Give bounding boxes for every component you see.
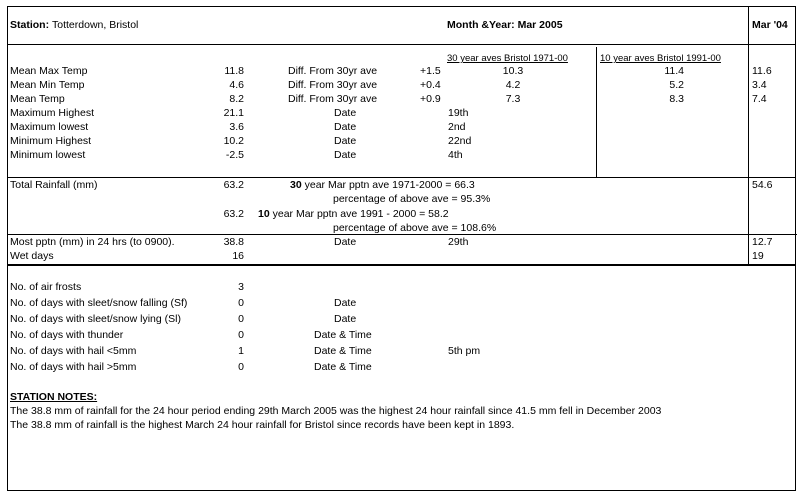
rainfall-pct10: percentage of above ave = 108.6% [333, 222, 497, 234]
temp-prev-mean-max: 11.6 [752, 65, 772, 77]
temp-prev-mean-min: 3.4 [752, 79, 767, 91]
temp-desc-mean: Diff. From 30yr ave [288, 93, 378, 105]
temp-ave10-mean: 8.3 [669, 93, 684, 105]
count-label-sleet-falling: No. of days with sleet/snow falling (Sf) [10, 297, 188, 309]
station-notes-line-2: The 38.8 mm of rainfall is the highest March 24 hour rainfall for Bristol since records have been kept in 1893. [10, 419, 515, 431]
rainfall-value: 63.2 [223, 179, 244, 191]
temp-ave10-mean-max: 11.4 [664, 65, 684, 77]
aves-30yr-header: 30 year aves Bristol 1971-00 [447, 53, 568, 64]
section-divider [7, 264, 796, 266]
wet-days-prev: 19 [752, 250, 764, 262]
count-value-thunder: 0 [238, 329, 244, 341]
rainfall-ave30-years: 30 [290, 179, 302, 191]
count-desc-hail-small: Date & Time [314, 345, 372, 357]
border-top [7, 6, 796, 7]
count-value-hail-small: 1 [238, 345, 244, 357]
extreme-label-min-lowest: Minimum lowest [10, 149, 86, 161]
rainfall-label: Total Rainfall (mm) [10, 179, 98, 191]
station-name: Totterdown, Bristol [52, 19, 139, 31]
temp-diff-mean-max: +1.5 [420, 65, 441, 77]
temp-value-mean-min: 4.6 [229, 79, 244, 91]
rainfall-pct30: percentage of above ave = 95.3% [333, 193, 491, 205]
count-desc-thunder: Date & Time [314, 329, 372, 341]
extreme-date-max-lowest: 2nd [448, 121, 466, 133]
most-pptn-label: Most pptn (mm) in 24 hrs (to 0900). [10, 236, 175, 248]
count-desc-sleet-falling: Date [334, 297, 357, 309]
station-label: Station: [10, 19, 50, 31]
prev-year-header: Mar '04 [752, 19, 788, 31]
extreme-label-min-highest: Minimum Highest [10, 135, 92, 147]
most-pptn-date: 29th [448, 236, 469, 248]
temp-desc-mean-max: Diff. From 30yr ave [288, 65, 378, 77]
aves-column-divider [596, 47, 597, 177]
temp-value-mean-max: 11.8 [224, 65, 244, 77]
count-label-thunder: No. of days with thunder [10, 329, 124, 341]
extreme-value-min-highest: 10.2 [223, 135, 244, 147]
most-pptn-prev: 12.7 [752, 236, 773, 248]
count-label-air-frosts: No. of air frosts [10, 281, 82, 293]
temp-ave10-mean-min: 5.2 [669, 79, 684, 91]
extreme-date-max-highest: 19th [448, 107, 469, 119]
temp-desc-mean-min: Diff. From 30yr ave [288, 79, 378, 91]
extreme-desc-max-lowest: Date [334, 121, 357, 133]
count-label-hail-large: No. of days with hail >5mm [10, 361, 137, 373]
count-label-hail-small: No. of days with hail <5mm [10, 345, 137, 357]
count-desc-sleet-lying: Date [334, 313, 357, 325]
extreme-desc-min-lowest: Date [334, 149, 357, 161]
header-divider [7, 44, 796, 45]
extreme-label-max-highest: Maximum Highest [10, 107, 95, 119]
rainfall-value-2: 63.2 [223, 208, 244, 220]
border-right [795, 6, 796, 491]
count-extra-hail-small: 5th pm [448, 345, 481, 357]
count-value-sleet-falling: 0 [238, 297, 244, 309]
border-left [7, 6, 8, 491]
month-year: Month &Year: Mar 2005 [447, 19, 563, 31]
extreme-value-max-highest: 21.1 [223, 107, 244, 119]
aves-10yr-header: 10 year aves Bristol 1991-00 [600, 53, 721, 64]
station-notes-heading: STATION NOTES: [10, 391, 98, 403]
temp-label-mean: Mean Temp [10, 93, 65, 105]
border-bottom [7, 490, 796, 491]
temp-label-mean-max: Mean Max Temp [10, 65, 88, 77]
rainfall-ave10 [258, 208, 449, 221]
station-title [10, 19, 138, 32]
count-value-sleet-lying: 0 [238, 313, 244, 325]
most-pptn-desc: Date [334, 236, 357, 248]
rainfall-ave10-years: 10 [258, 208, 270, 220]
extreme-desc-max-highest: Date [334, 107, 357, 119]
count-value-hail-large: 0 [238, 361, 244, 373]
extreme-label-max-lowest: Maximum lowest [10, 121, 89, 133]
rainfall-ave30 [290, 179, 475, 192]
extreme-date-min-lowest: 4th [448, 149, 463, 161]
most-pptn-value: 38.8 [223, 236, 244, 248]
temp-ave30-mean-max: 10.3 [502, 65, 524, 77]
extreme-desc-min-highest: Date [334, 135, 357, 147]
temp-label-mean-min: Mean Min Temp [10, 79, 85, 91]
extreme-date-min-highest: 22nd [448, 135, 472, 147]
wet-days-label: Wet days [10, 250, 54, 262]
rainfall-divider [7, 177, 796, 178]
temp-prev-mean: 7.4 [752, 93, 767, 105]
count-desc-hail-large: Date & Time [314, 361, 372, 373]
extreme-value-max-lowest: 3.6 [229, 121, 244, 133]
rainfall-ave30-text: year Mar pptn ave 1971-2000 = 66.3 [301, 179, 475, 191]
wet-days-value: 16 [232, 250, 244, 262]
temp-value-mean: 8.2 [229, 93, 244, 105]
station-notes-line-1: The 38.8 mm of rainfall for the 24 hour period ending 29th March 2005 was the highest 24 hour rainfall since 41.5 mm fell in December 2003 [10, 405, 662, 417]
prev-year-column-divider [748, 6, 749, 265]
count-value-air-frosts: 3 [238, 281, 244, 293]
extreme-value-min-lowest: -2.5 [225, 149, 244, 161]
temp-diff-mean: +0.9 [420, 93, 441, 105]
temp-diff-mean-min: +0.4 [420, 79, 441, 91]
rainfall-prev: 54.6 [752, 179, 773, 191]
count-label-sleet-lying: No. of days with sleet/snow lying (Sl) [10, 313, 181, 325]
rainfall-ave10-text: year Mar pptn ave 1991 - 2000 = 58.2 [269, 208, 449, 220]
temp-ave30-mean-min: 4.2 [505, 79, 521, 91]
temp-ave30-mean: 7.3 [505, 93, 521, 105]
